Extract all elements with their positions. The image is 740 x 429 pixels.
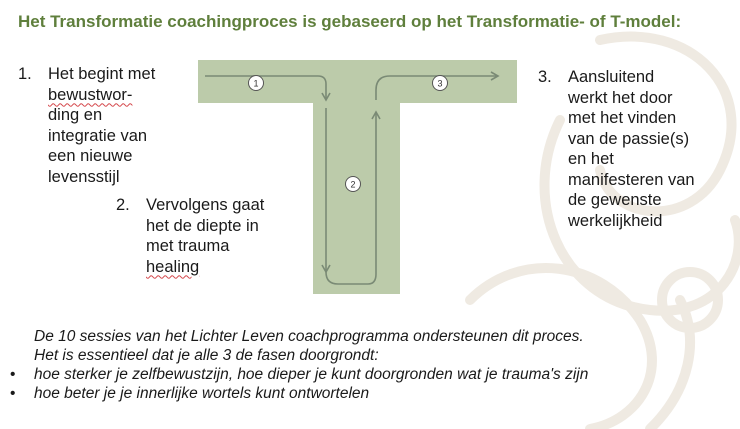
step-3-number: 3. (538, 68, 552, 86)
step-2-line: healing (146, 257, 200, 276)
step-2-number: 2. (116, 196, 130, 214)
page-title: Het Transformatie coachingproces is gebaseerd op het Transformatie- of T-model: (18, 12, 682, 31)
marker-3-label: 3 (437, 78, 443, 89)
step-1-line: bewustwor- (48, 85, 133, 104)
summary-bullets (10, 365, 589, 403)
step-1-line: Het begint met (48, 65, 156, 83)
step-3-line: werkt het door (568, 88, 673, 107)
step-2-line: Vervolgens gaat (146, 196, 265, 214)
marker-3 (433, 76, 448, 91)
step-3-line: Aansluitend (568, 68, 655, 86)
summary-bullet-text: hoe sterker je zelfbewustzijn, hoe dieper je kunt doorgronden wat je trauma's zijn (34, 366, 589, 383)
step-1-line: levensstijl (48, 167, 120, 186)
step-2-line: met trauma (146, 237, 230, 255)
step-1-line: ding en (48, 106, 103, 124)
step-3-line: en het (568, 150, 614, 168)
step-2 (116, 195, 264, 277)
summary-line-2: Het is essentieel dat je alle 3 de fasen doorgrondt: (34, 347, 379, 364)
step-1-number: 1. (18, 65, 32, 83)
bullet-icon: • (10, 385, 16, 402)
step-3-line: de gewenste (568, 191, 662, 209)
step-3-line: van de passie(s) (568, 129, 690, 148)
marker-1 (249, 76, 264, 91)
step-3-line: met het vinden (568, 109, 677, 127)
summary (10, 327, 589, 403)
bullet-icon: • (10, 366, 16, 383)
summary-bullet (10, 365, 589, 384)
step-3-line: manifesteren van (568, 170, 695, 189)
step-3-line: werkelijkheid (568, 211, 663, 230)
summary-bullet-text: hoe beter je je innerlijke wortels kunt ontwortelen (34, 385, 370, 402)
marker-1-label: 1 (253, 78, 259, 89)
step-2-line: het de diepte in (146, 216, 259, 235)
marker-2-label: 2 (350, 179, 356, 190)
summary-bullet (10, 384, 588, 403)
step-3 (538, 67, 695, 231)
marker-2 (346, 177, 361, 192)
step-1-line: een nieuwe (48, 147, 133, 165)
step-1-line: integratie van (48, 126, 148, 145)
step-1 (18, 64, 155, 187)
summary-line-1: De 10 sessies van het Lichter Leven coachprogramma ondersteunen dit proces. (34, 328, 584, 345)
